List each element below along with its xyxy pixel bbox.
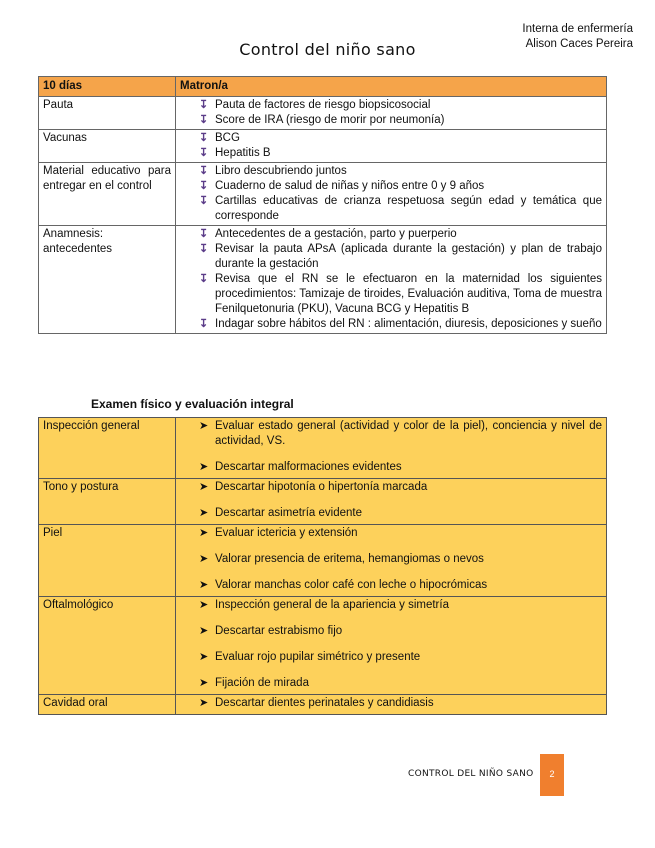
list-item-text: Descartar hipotonía o hipertonía marcada	[215, 481, 428, 493]
arrow-down-bullet-icon: ↧	[199, 228, 209, 240]
row-label: Tono y postura	[39, 479, 176, 525]
arrow-down-bullet-icon: ↧	[199, 132, 209, 144]
table-row	[39, 226, 607, 334]
table-row	[39, 418, 607, 479]
bullet-list	[180, 480, 602, 521]
arrow-down-bullet-icon: ↧	[199, 273, 209, 285]
list-item	[180, 113, 602, 128]
header-line-2: Alison Caces Pereira	[525, 38, 633, 50]
arrowhead-bullet-icon: ➤	[199, 507, 209, 519]
table-physical-exam-body	[39, 418, 607, 715]
list-item	[180, 227, 602, 242]
row-items-cell	[176, 418, 607, 479]
arrowhead-bullet-icon: ➤	[199, 651, 209, 663]
list-item-text: Antecedentes de a gestación, parto y puerperio	[215, 228, 457, 240]
table-row	[39, 479, 607, 525]
list-item-text: Valorar presencia de eritema, hemangiomas o nevos	[215, 553, 484, 565]
arrow-down-bullet-icon: ↧	[199, 243, 209, 255]
row-items-cell	[176, 479, 607, 525]
arrowhead-bullet-icon: ➤	[199, 579, 209, 591]
row-label: Anamnesis: antecedentes	[39, 226, 176, 334]
list-item	[180, 598, 602, 613]
arrow-down-bullet-icon: ↧	[199, 99, 209, 111]
header-line-1: Interna de enfermería	[522, 23, 633, 35]
arrow-down-bullet-icon: ↧	[199, 114, 209, 126]
list-item-text: Evaluar ictericia y extensión	[215, 527, 358, 539]
list-item-text: Evaluar rojo pupilar simétrico y presente	[215, 651, 421, 663]
list-item	[180, 552, 602, 567]
table-row	[39, 97, 607, 130]
table-10-days-body	[39, 97, 607, 334]
list-item-text: Indagar sobre hábitos del RN : alimentación, diuresis, deposiciones y sueño	[215, 318, 602, 330]
arrowhead-bullet-icon: ➤	[199, 461, 209, 473]
list-item	[180, 419, 602, 449]
arrow-down-bullet-icon: ↧	[199, 165, 209, 177]
table-header-row	[39, 77, 607, 97]
row-label: Inspección general	[39, 418, 176, 479]
list-item	[180, 194, 602, 224]
list-item-text: Valorar manchas color café con leche o hipocrómicas	[215, 579, 488, 591]
section-title: Examen físico y evaluación integral	[91, 397, 294, 411]
table-10-days	[38, 76, 607, 334]
arrowhead-bullet-icon: ➤	[199, 481, 209, 493]
list-item	[180, 272, 602, 317]
list-item	[180, 98, 602, 113]
table-physical-exam	[38, 417, 607, 715]
bullet-list	[180, 419, 602, 475]
list-item	[180, 242, 602, 272]
arrowhead-bullet-icon: ➤	[199, 599, 209, 611]
list-item-text: Score de IRA (riesgo de morir por neumonía)	[215, 114, 445, 126]
bullet-list	[180, 227, 602, 332]
row-label: Pauta	[39, 97, 176, 130]
footer-text: CONTROL DEL NIÑO SANO	[408, 769, 534, 779]
list-item	[180, 676, 602, 691]
list-item-text: Cartillas educativas de crianza respetuosa según edad y temática que corresponde	[215, 195, 602, 222]
list-item-text: Hepatitis B	[215, 147, 271, 159]
arrowhead-bullet-icon: ➤	[199, 527, 209, 539]
table-row	[39, 695, 607, 715]
row-items-cell	[176, 226, 607, 334]
list-item	[180, 526, 602, 541]
list-item	[180, 179, 602, 194]
list-item-text: Evaluar estado general (actividad y color de la piel), conciencia y nivel de actividad, VS.	[215, 420, 602, 447]
table-row	[39, 597, 607, 695]
row-label: Vacunas	[39, 130, 176, 163]
list-item-text: Descartar malformaciones evidentes	[215, 461, 402, 473]
list-item-text: Descartar dientes perinatales y candidiasis	[215, 697, 434, 709]
row-items-cell	[176, 597, 607, 695]
bullet-list	[180, 526, 602, 593]
list-item-text: Inspección general de la apariencia y simetría	[215, 599, 449, 611]
row-items-cell	[176, 695, 607, 715]
list-item-text: Libro descubriendo juntos	[215, 165, 347, 177]
list-item	[180, 131, 602, 146]
list-item-text: Descartar asimetría evidente	[215, 507, 363, 519]
arrow-down-bullet-icon: ↧	[199, 318, 209, 330]
table-row	[39, 130, 607, 163]
list-item	[180, 650, 602, 665]
list-item	[180, 317, 602, 332]
arrow-down-bullet-icon: ↧	[199, 147, 209, 159]
arrowhead-bullet-icon: ➤	[199, 625, 209, 637]
row-items-cell	[176, 97, 607, 130]
arrow-down-bullet-icon: ↧	[199, 195, 209, 207]
page-title: Control del niño sano	[239, 40, 416, 59]
list-item-text: Pauta de factores de riesgo biopsicosocial	[215, 99, 431, 111]
list-item	[180, 164, 602, 179]
table-row	[39, 525, 607, 597]
list-item-text: Revisa que el RN se le efectuaron en la maternidad los siguientes procedimientos: Tamizaje de tiroides, Evaluación auditiva, Toma de muestra Fenilquetonuria (PKU), Vacuna BCG y Hepatitis B	[215, 273, 602, 315]
list-item	[180, 624, 602, 639]
row-items-cell	[176, 130, 607, 163]
row-label: Cavidad oral	[39, 695, 176, 715]
arrowhead-bullet-icon: ➤	[199, 420, 209, 432]
list-item-text: Revisar la pauta APsA (aplicada durante la gestación) y plan de trabajo durante la gestación	[215, 243, 602, 270]
list-item	[180, 506, 602, 521]
header-cell-days: 10 días	[39, 77, 176, 97]
list-item-text: BCG	[215, 132, 240, 144]
bullet-list	[180, 164, 602, 224]
arrowhead-bullet-icon: ➤	[199, 697, 209, 709]
list-item-text: Fijación de mirada	[215, 677, 309, 689]
bullet-list	[180, 131, 602, 161]
list-item	[180, 146, 602, 161]
list-item	[180, 696, 602, 711]
table-row	[39, 163, 607, 226]
list-item-text: Cuaderno de salud de niñas y niños entre 0 y 9 años	[215, 180, 485, 192]
row-label: Material educativo para entregar en el control	[39, 163, 176, 226]
arrowhead-bullet-icon: ➤	[199, 553, 209, 565]
row-label: Oftalmológico	[39, 597, 176, 695]
page-number: 2	[540, 754, 564, 796]
row-items-cell	[176, 525, 607, 597]
bullet-list	[180, 598, 602, 691]
bullet-list	[180, 696, 602, 711]
row-items-cell	[176, 163, 607, 226]
row-label: Piel	[39, 525, 176, 597]
list-item	[180, 480, 602, 495]
arrow-down-bullet-icon: ↧	[199, 180, 209, 192]
header-cell-role: Matron/a	[176, 77, 607, 97]
arrowhead-bullet-icon: ➤	[199, 677, 209, 689]
bullet-list	[180, 98, 602, 128]
list-item	[180, 578, 602, 593]
list-item-text: Descartar estrabismo fijo	[215, 625, 343, 637]
list-item	[180, 460, 602, 475]
